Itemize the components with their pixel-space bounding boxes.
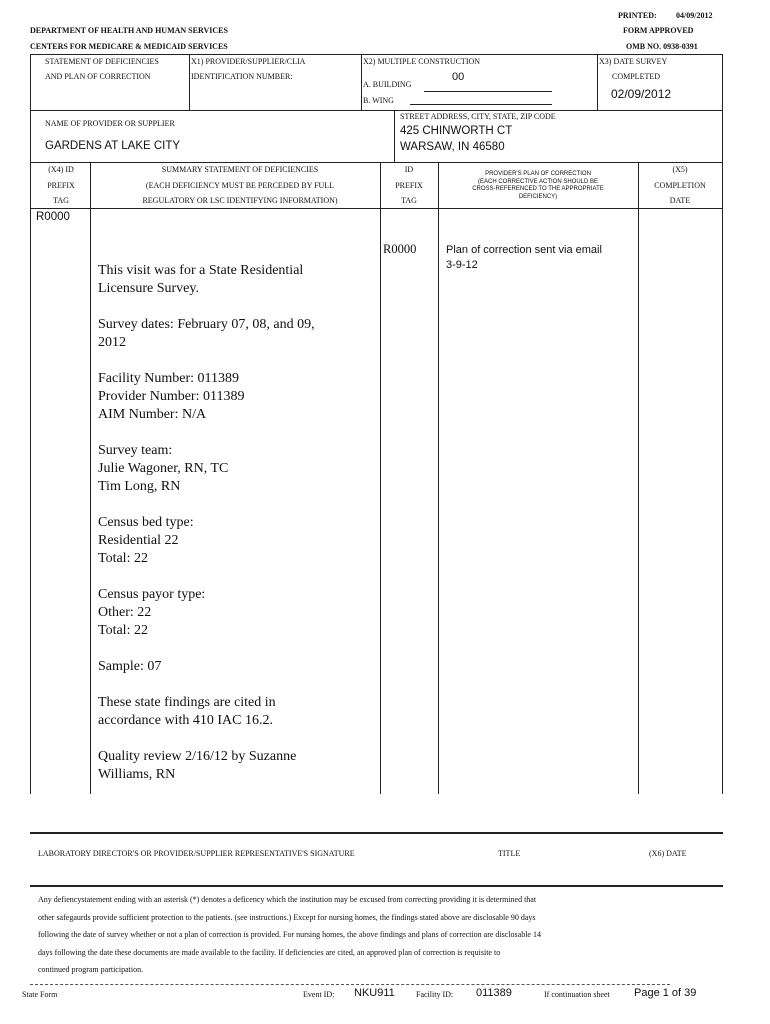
paragraph-quality-review [98,748,376,784]
text-line: AIM Number: N/A [98,407,207,422]
left-tag: R0000 [36,211,70,223]
title-label: TITLE [498,849,521,858]
text-line: Census bed type: [98,515,194,530]
facility-id-label: Facility ID: [416,990,454,999]
paragraph-numbers [98,370,376,424]
text-line: Williams, RN [98,767,176,782]
text-line: Provider Number: 011389 [98,389,245,404]
director-signature-label: LABORATORY DIRECTOR'S OR PROVIDER/SUPPLIER REPRESENTATIVE'S SIGNATURE [38,849,355,858]
x3-label-2: COMPLETED [612,72,660,81]
disclosure-footnote [38,891,718,979]
text-line: 2012 [98,335,126,350]
text-line: Facility Number: 011389 [98,371,240,386]
wing-label: B. WING [363,96,394,105]
text-line: Sample: 07 [98,659,162,674]
plan-header-3: CROSS-REFERENCED TO THE APPROPRIATE [472,186,604,192]
building-label: A. BUILDING [363,80,412,89]
text-line: Census payor type: [98,587,206,602]
plan-header-1: PROVIDER'S PLAN OF CORRECTION [485,171,591,177]
continuation-label: If continuation sheet [544,990,610,999]
x5-header-1: (X5) [672,165,688,174]
id-header-1: ID [404,165,414,174]
x2-label: X2) MULTIPLE CONSTRUCTION [363,57,481,66]
paragraph-findings [98,694,376,730]
plan-of-correction [446,243,602,273]
x5-header-3: DATE [669,196,691,205]
survey-completed-date: 02/09/2012 [611,87,672,101]
printed-date: 04/09/2012 [676,11,713,20]
x4-header-1: (X4) ID [48,165,74,174]
text-line: Licensure Survey. [98,281,199,296]
text-line: Quality review 2/16/12 by Suzanne [98,749,297,764]
statement-title-2: AND PLAN OF CORRECTION [45,72,151,81]
paragraph-survey-team [98,442,376,496]
id-header-3: TAG [401,196,417,205]
text-line: Tim Long, RN [98,479,181,494]
text-line: Total: 22 [98,623,148,638]
text-line: This visit was for a State Residential [98,263,304,278]
paragraph-census-payor [98,586,376,640]
plan-text-2: 3-9-12 [446,259,478,271]
x1-label-1: X1) PROVIDER/SUPPLIER/CLIA [191,57,306,66]
text-line: accordance with 410 IAC 16.2. [98,713,273,728]
omb-number: OMB NO. 0938-0391 [626,42,698,51]
paragraph-visit [98,262,376,298]
text-line: Residential 22 [98,533,179,548]
address-line-2: WARSAW, IN 46580 [400,141,505,153]
footnote-line: other safegaurds provide sufficient protection to the patients. (see instructions.) Except for nursing homes, the findings stated above are disclosable 90 days [38,912,536,922]
text-line: These state findings are cited in [98,695,276,710]
printed-label: PRINTED: [618,11,657,20]
x5-header-2: COMPLETION [654,181,706,190]
statement-title-1: STATEMENT OF DEFICIENCIES [45,57,159,66]
text-line: Survey dates: February 07, 08, and 09, [98,317,315,332]
x1-label-2: IDENTIFICATION NUMBER: [191,72,293,81]
building-value: 00 [452,71,465,83]
plan-header [440,171,636,201]
paragraph-survey-dates [98,316,376,352]
footnote-line: Any defiencystatement ending with an asterisk (*) denotes a deficency which the institution may be excused from correcting providing it is determined that [38,895,537,904]
state-form-label: State Form [22,990,58,999]
summary-header-2: (EACH DEFICIENCY MUST BE PERCEDED BY FULL [145,181,335,190]
text-line: Total: 22 [98,551,148,566]
footnote-line: following the date of survey whether or not a plan of correction is provided. For nursing homes, the above findings and plans of correction are disclosable 14 [38,930,541,939]
plan-text-1: Plan of correction sent via email [446,244,602,256]
address-line-1: 425 CHINWORTH CT [400,125,513,137]
footnote-line: continued program participation. [38,965,144,974]
text-line: Survey team: [98,443,173,458]
text-line: Other: 22 [98,605,152,620]
right-tag: R0000 [383,242,417,256]
summary-header-3: REGULATORY OR LSC IDENTIFYING INFORMATION) [142,196,338,205]
footnote-line: days following the date these documents are made available to the facility. If deficiencies are cited, an approved plan of correction is requisite to [38,947,501,957]
summary-statement [98,262,376,802]
page-number: Page 1 of 39 [634,987,697,999]
facility-id-value: 011389 [476,987,512,999]
x3-label-1: X3) DATE SURVEY [599,57,668,66]
form-approved: FORM APPROVED [623,26,694,35]
paragraph-census-bed [98,514,376,568]
signature-date-label: (X6) DATE [649,849,687,858]
agency-subname: CENTERS FOR MEDICARE & MEDICAID SERVICES [30,42,228,51]
x4-header-2: PREFIX [47,181,75,190]
paragraph-sample [98,658,376,676]
plan-header-2: (EACH CORRECTIVE ACTION SHOULD BE [477,178,599,185]
event-id-label: Event ID: [303,990,335,999]
summary-header-1: SUMMARY STATEMENT OF DEFICIENCIES [161,165,319,174]
event-id-value: NKU911 [354,987,395,999]
id-header-2: PREFIX [395,181,423,190]
text-line: Julie Wagoner, RN, TC [98,461,229,476]
address-label: STREET ADDRESS, CITY, STATE, ZIP CODE [400,112,556,121]
agency-name: DEPARTMENT OF HEALTH AND HUMAN SERVICES [30,26,228,35]
plan-header-4: DEFICIENCY) [518,193,558,200]
provider-name-label: NAME OF PROVIDER OR SUPPLIER [45,119,175,128]
x4-header-3: TAG [53,196,69,205]
provider-name: GARDENS AT LAKE CITY [45,140,181,152]
